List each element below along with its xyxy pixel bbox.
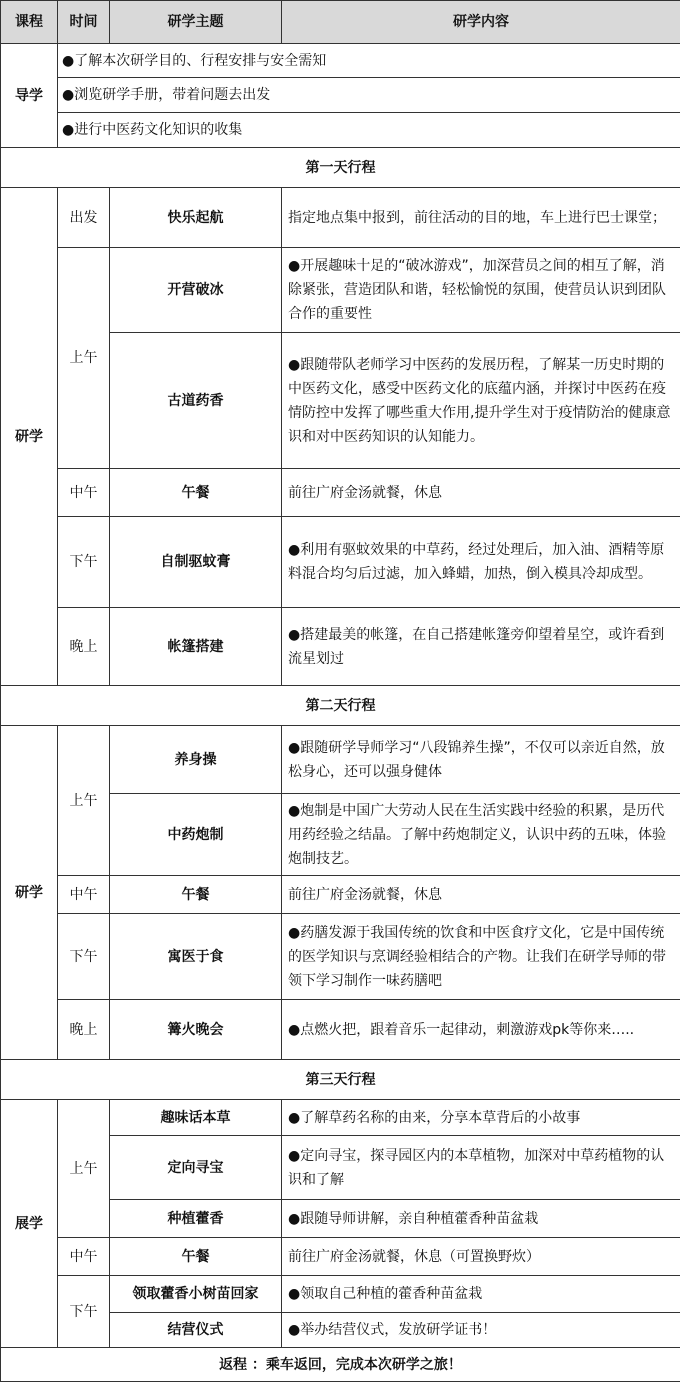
schedule-row — [1, 608, 680, 686]
time-cell: 晚上 — [58, 608, 110, 686]
time-cell: 上午 — [58, 1100, 110, 1238]
guide-item: ●了解本次研学目的、行程安排与安全需知 — [58, 44, 680, 78]
topic-cell: 帐篷搭建 — [110, 608, 282, 686]
topic-cell: 定向寻宝 — [110, 1136, 282, 1200]
schedule-row — [1, 1000, 680, 1060]
content-cell: ●跟随导师讲解，亲自种植藿香种苗盆栽 — [282, 1200, 680, 1238]
topic-cell: 养身操 — [110, 726, 282, 794]
topic-cell: 开营破冰 — [110, 248, 282, 333]
return-note: 返程 ：乘车返回，完成本次研学之旅！ — [1, 1348, 680, 1382]
time-cell: 中午 — [58, 876, 110, 914]
return-row — [1, 1348, 680, 1382]
day-title-row — [1, 1060, 680, 1100]
day2-course-cell: 研学 — [1, 726, 58, 1060]
schedule-row — [1, 469, 680, 517]
day-title-row — [1, 686, 680, 726]
schedule-row — [1, 914, 680, 1000]
time-cell: 下午 — [58, 517, 110, 608]
content-cell: ●了解草药名称的由来，分享本草背后的小故事 — [282, 1100, 680, 1136]
content-cell: 前往广府金汤就餐，休息 — [282, 469, 680, 517]
time-cell: 下午 — [58, 1276, 110, 1348]
topic-cell: 午餐 — [110, 876, 282, 914]
content-cell: ●炮制是中国广大劳动人民在生活实践中经验的积累，是历代用药经验之结晶。了解中药炮制定义，认识中药的五味，体验炮制技艺。 — [282, 794, 680, 876]
content-cell: ●开展趣味十足的“破冰游戏”，加深营员之间的相互了解，消除紧张，营造团队和谐，轻松愉悦的氛围，使营员认识到团队合作的重要性 — [282, 248, 680, 333]
header-topic: 研学主题 — [110, 1, 282, 44]
day3-title: 第三天行程 — [1, 1060, 680, 1100]
content-cell: ●定向寻宝，探寻园区内的本草植物，加深对中草药植物的认识和了解 — [282, 1136, 680, 1200]
header-content: 研学内容 — [282, 1, 680, 44]
topic-cell: 快乐起航 — [110, 188, 282, 248]
guide-row — [1, 113, 680, 148]
content-cell: ●跟随研学导师学习“八段锦养生操”，不仅可以亲近自然，放松身心，还可以强身健体 — [282, 726, 680, 794]
content-cell: ●搭建最美的帐篷，在自己搭建帐篷旁仰望着星空，或许看到流星划过 — [282, 608, 680, 686]
topic-cell: 寓医于食 — [110, 914, 282, 1000]
content-cell: ●领取自己种植的藿香种苗盆栽 — [282, 1276, 680, 1313]
schedule-row — [1, 876, 680, 914]
time-cell: 中午 — [58, 1238, 110, 1276]
day1-course-cell: 研学 — [1, 188, 58, 686]
schedule-row — [1, 517, 680, 608]
day-title-row — [1, 148, 680, 188]
topic-cell: 午餐 — [110, 469, 282, 517]
time-cell: 出发 — [58, 188, 110, 248]
header-course: 课程 — [1, 1, 58, 44]
topic-cell: 篝火晚会 — [110, 1000, 282, 1060]
header-time: 时间 — [58, 1, 110, 44]
content-cell: 指定地点集中报到，前往活动的目的地，车上进行巴士课堂； — [282, 188, 680, 248]
topic-cell: 自制驱蚊膏 — [110, 517, 282, 608]
topic-cell: 种植藿香 — [110, 1200, 282, 1238]
schedule-row — [1, 1238, 680, 1276]
guide-row — [1, 44, 680, 78]
guide-course-cell: 导学 — [1, 44, 58, 148]
schedule-row — [1, 726, 680, 794]
schedule-row — [1, 248, 680, 333]
topic-cell: 领取藿香小树苗回家 — [110, 1276, 282, 1313]
content-cell: 前往广府金汤就餐，休息（可置换野炊） — [282, 1238, 680, 1276]
time-cell: 上午 — [58, 726, 110, 876]
time-cell: 中午 — [58, 469, 110, 517]
topic-cell: 午餐 — [110, 1238, 282, 1276]
day2-title: 第二天行程 — [1, 686, 680, 726]
header-row — [1, 1, 680, 44]
time-cell: 上午 — [58, 248, 110, 469]
day3-course-cell: 展学 — [1, 1100, 58, 1348]
content-cell: 前往广府金汤就餐，休息 — [282, 876, 680, 914]
time-cell: 晚上 — [58, 1000, 110, 1060]
topic-cell: 古道药香 — [110, 333, 282, 469]
content-cell: ●跟随带队老师学习中医药的发展历程，了解某一历史时期的中医药文化，感受中医药文化的底蕴内涵，并探讨中医药在疫情防控中发挥了哪些重大作用,提升学生对于疫情防治的健康意识和对中医药知识的认知能力。 — [282, 333, 680, 469]
schedule-row — [1, 1276, 680, 1313]
schedule-row — [1, 188, 680, 248]
schedule-row — [1, 1100, 680, 1136]
topic-cell: 趣味话本草 — [110, 1100, 282, 1136]
guide-item: ●浏览研学手册，带着问题去出发 — [58, 78, 680, 113]
topic-cell: 中药炮制 — [110, 794, 282, 876]
content-cell: ●举办结营仪式，发放研学证书！ — [282, 1313, 680, 1348]
guide-row — [1, 78, 680, 113]
day1-title: 第一天行程 — [1, 148, 680, 188]
time-cell: 下午 — [58, 914, 110, 1000]
guide-item: ●进行中医药文化知识的收集 — [58, 113, 680, 148]
topic-cell: 结营仪式 — [110, 1313, 282, 1348]
content-cell: ●药膳发源于我国传统的饮食和中医食疗文化，它是中国传统的医学知识与烹调经验相结合的产物。让我们在研学导师的带领下学习制作一味药膳吧 — [282, 914, 680, 1000]
content-cell: ●点燃火把，跟着音乐一起律动，刺激游戏pk等你来….. — [282, 1000, 680, 1060]
content-cell: ●利用有驱蚊效果的中草药，经过处理后，加入油、酒精等原料混合均匀后过滤，加入蜂蜡，加热，倒入模具冷却成型。 — [282, 517, 680, 608]
